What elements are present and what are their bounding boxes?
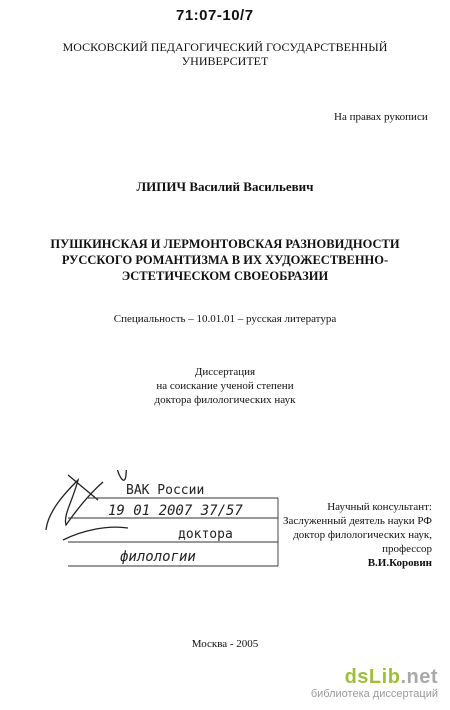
title-line-1: ПУШКИНСКАЯ И ЛЕРМОНТОВСКАЯ РАЗНОВИДНОСТИ (50, 237, 400, 251)
approval-stamp (28, 470, 290, 580)
stamp-line-4: филологии (120, 549, 196, 565)
degree-statement (0, 365, 450, 407)
consultant-line-4: профессор (382, 543, 432, 555)
degree-line-3: доктора филологических наук (154, 394, 296, 406)
university-name (0, 40, 450, 68)
watermark-logo: dsLib.net (344, 666, 438, 688)
title-line-3: ЭСТЕТИЧЕСКОМ СВОЕОБРАЗИИ (121, 269, 329, 283)
city-year: Москва - 2005 (191, 638, 259, 650)
title-line-2: РУССКОГО РОМАНТИЗМА В ИХ ХУДОЖЕСТВЕННО- (61, 253, 389, 267)
manuscript-rights-note: На правах рукописи (334, 111, 428, 123)
degree-line-1: Диссертация (194, 366, 256, 378)
stamp-line-2: 19 01 2007 37/57 (108, 503, 243, 519)
dissertation-title (0, 236, 450, 284)
stamp-line-1: ВАК России (126, 483, 205, 498)
watermark (311, 666, 438, 700)
scientific-consultant (278, 500, 432, 570)
consultant-line-1: Научный консультант: (327, 501, 432, 513)
archive-code: 71:07-10/7 (176, 7, 254, 24)
degree-line-2: на соискание ученой степени (156, 380, 294, 392)
watermark-subtitle: библиотека диссертаций (310, 688, 438, 700)
consultant-name: В.И.Коровин (367, 557, 432, 569)
university-line-1: МОСКОВСКИЙ ПЕДАГОГИЧЕСКИЙ ГОСУДАРСТВЕННЫЙ (62, 40, 388, 54)
specialty: Специальность – 10.01.01 – русская литература (113, 313, 337, 325)
university-line-2: УНИВЕРСИТЕТ (181, 54, 269, 68)
stamp-line-3: доктора (178, 527, 233, 542)
consultant-line-2: Заслуженный деятель науки РФ (282, 515, 432, 527)
author-name: ЛИПИЧ Василий Васильевич (136, 179, 314, 194)
consultant-line-3: доктор филологических наук, (293, 529, 432, 541)
